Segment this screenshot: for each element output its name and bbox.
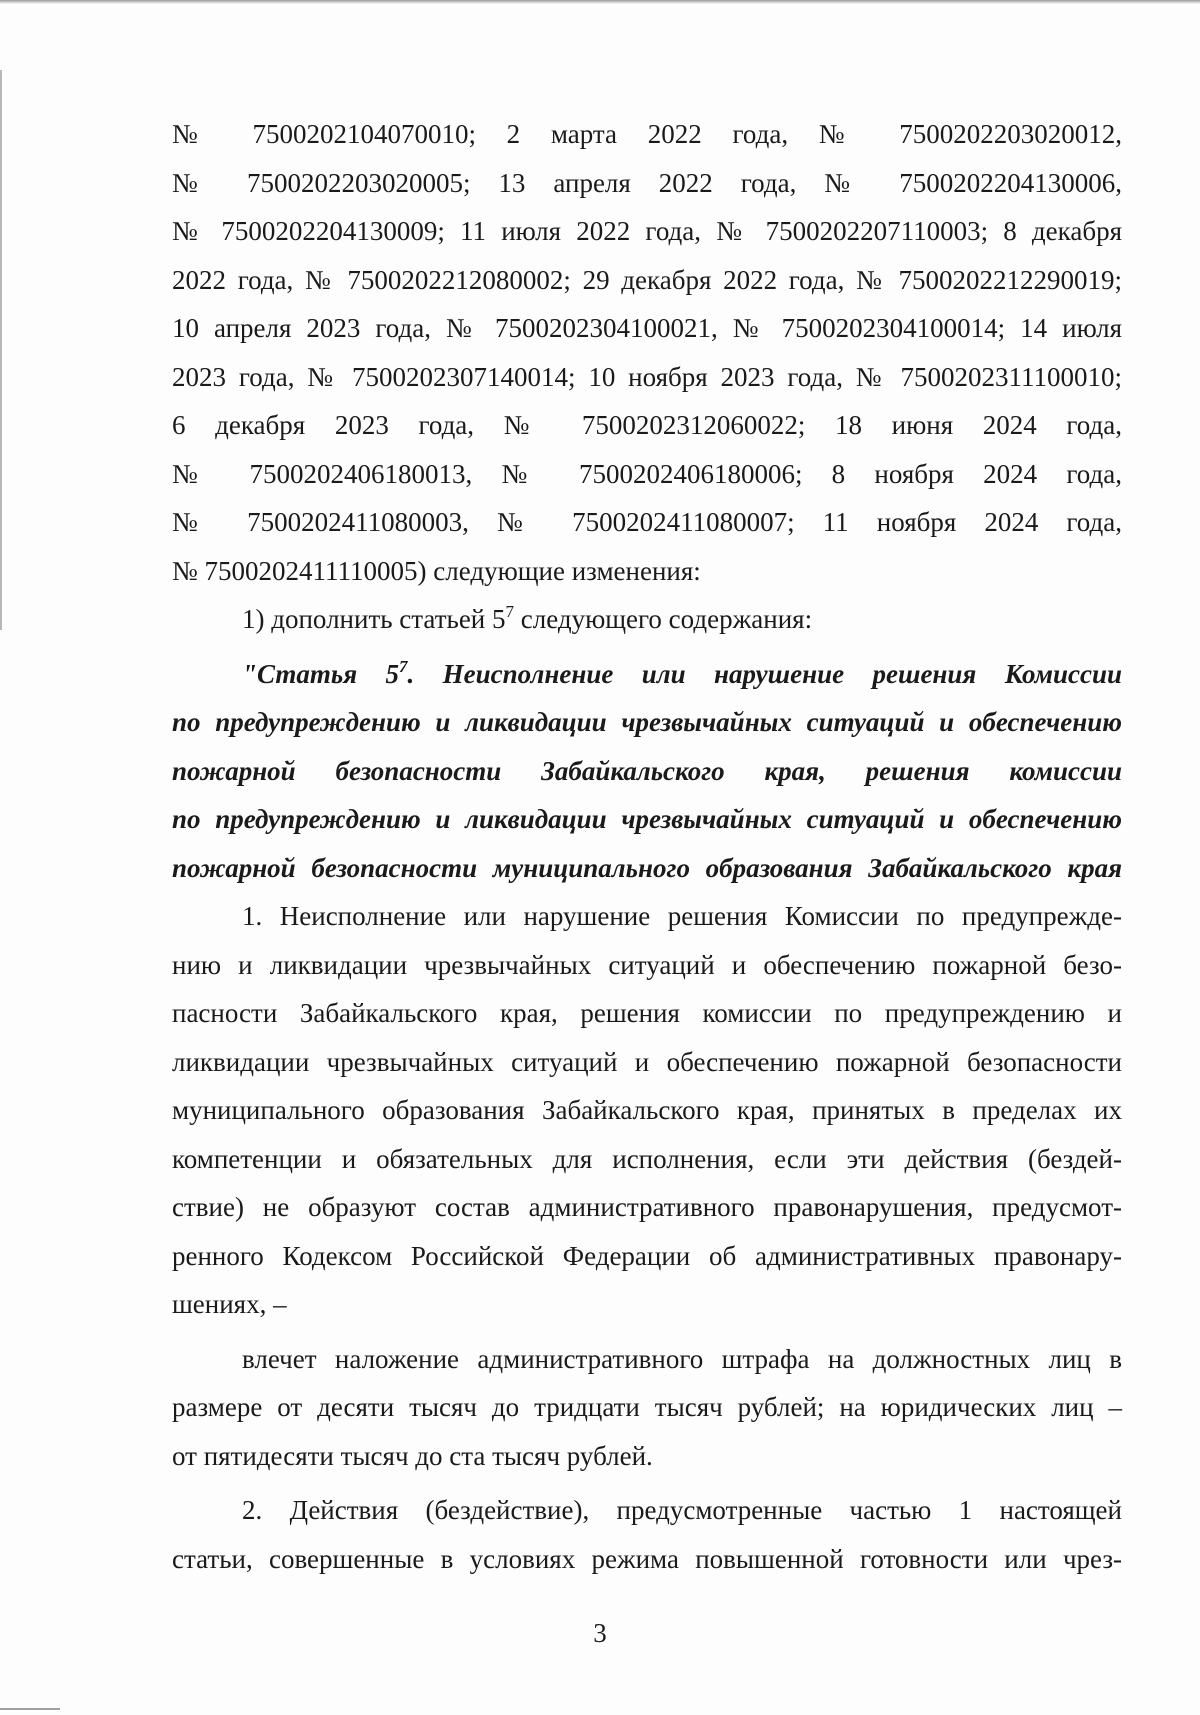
numbers-line: 6 декабря 2023 года, № 7500202312060022; 18 июня 2024 года, bbox=[172, 410, 1122, 440]
scan-edge-top bbox=[0, 0, 1200, 4]
scan-edge-bottom bbox=[0, 1708, 60, 1710]
numbers-line: 2023 года, № 7500202307140014; 10 ноября 2023 года, № 7500202311100010; bbox=[172, 361, 1122, 392]
part-1-line: ликвидации чрезвычайных ситуаций и обеспечению пожарной безопасности bbox=[172, 1046, 1122, 1077]
item-1-sup: 7 bbox=[505, 602, 515, 621]
article-title-line: по предупреждению и ликвидации чрезвычайных ситуаций и обеспечению bbox=[172, 804, 1122, 834]
part-2-line: статьи, совершенные в условиях режима повышенной готовности или чрез- bbox=[172, 1543, 1122, 1574]
article-title-sup: 7 bbox=[399, 656, 408, 676]
penalty-line: размере от десяти тысяч до тридцати тысяч рублей; на юридических лиц – bbox=[172, 1392, 1122, 1422]
scan-edge-left bbox=[0, 70, 2, 630]
numbers-line: № 7500202104070010; 2 марта 2022 года, № 7500202203020012, bbox=[172, 119, 1122, 149]
item-1: 1) дополнить статьей $5^7$ следующего содержания: bbox=[242, 602, 813, 634]
numbers-line-last: № 7500202411110005) следующие изменения: bbox=[172, 555, 701, 586]
part-1-line: муниципального образования Забайкальского края, принятых в пределах их bbox=[172, 1095, 1122, 1125]
numbers-line: № 7500202203020005; 13 апреля 2022 года, № 7500202204130006, bbox=[172, 167, 1122, 198]
numbers-line: 2022 года, № 7500202212080002; 29 декабря 2022 года, № 7500202212290019; bbox=[172, 264, 1122, 295]
penalty-line: влечет наложение административного штрафа на должностных лиц в bbox=[242, 1343, 1122, 1374]
penalty-line-last: от пятидесяти тысяч до ста тысяч рублей. bbox=[172, 1440, 653, 1471]
part-1-line: нию и ликвидации чрезвычайных ситуаций и обеспечению пожарной безо- bbox=[172, 949, 1122, 980]
numbers-line: № 7500202204130009; 11 июля 2022 года, № 7500202207110003; 8 декабря bbox=[172, 216, 1122, 246]
part-1-line: ствие) не образуют состав административного правонарушения, предусмот- bbox=[172, 1192, 1122, 1222]
part-1-line: компетенции и обязательных для исполнения, если эти действия (бездей- bbox=[172, 1143, 1122, 1174]
article-title-line: по предупреждению и ликвидации чрезвычайных ситуаций и обеспечению bbox=[172, 707, 1122, 737]
part-2-line: 2. Действия (бездействие), предусмотренные частью 1 настоящей bbox=[242, 1495, 1122, 1525]
part-1-line: пасности Забайкальского края, решения комиссии по предупреждению и bbox=[172, 998, 1122, 1028]
part-1-line-last: шениях, – bbox=[172, 1289, 287, 1319]
numbers-line: № 7500202411080003, № 7500202411080007; 11 ноября 2024 года, bbox=[172, 507, 1122, 537]
part-1-line: 1. Неисполнение или нарушение решения Комиссии по предупрежде- bbox=[242, 901, 1122, 931]
article-title-line: "Статья $5^7$. Неисполнение или нарушение решения Комиссии bbox=[242, 656, 1122, 689]
part-1-line: ренного Кодексом Российской Федерации об административных правонару- bbox=[172, 1240, 1122, 1271]
page-number: 3 bbox=[593, 1618, 607, 1648]
numbers-line: 10 апреля 2023 года, № 7500202304100021, № 7500202304100014; 14 июля bbox=[172, 313, 1122, 343]
article-title-line: пожарной безопасности Забайкальского края, решения комиссии bbox=[172, 755, 1122, 786]
article-title-line: пожарной безопасности муниципального образования Забайкальского края bbox=[172, 852, 1122, 883]
numbers-line: № 7500202406180013, № 7500202406180006; 8 ноября 2024 года, bbox=[172, 458, 1122, 489]
document-body bbox=[172, 110, 1122, 1583]
